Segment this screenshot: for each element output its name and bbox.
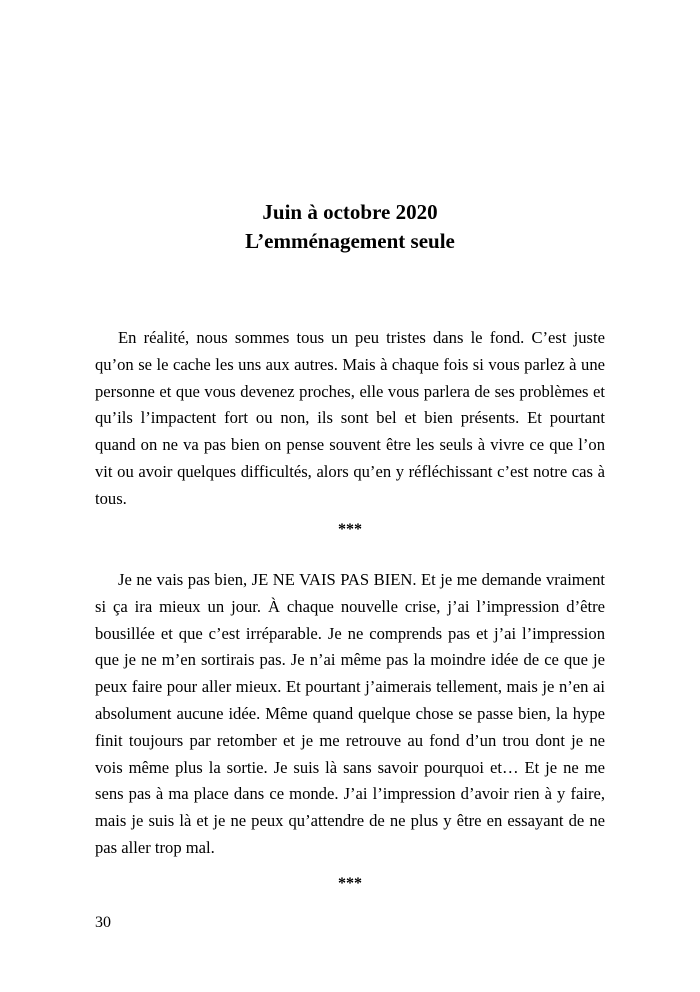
chapter-heading: [0, 198, 700, 256]
chapter-date-range: Juin à octobre 2020: [262, 200, 438, 224]
chapter-title: L’emménagement seule: [245, 229, 455, 253]
section-separator: ***: [338, 521, 362, 538]
section-separator: ***: [338, 875, 362, 892]
page-number: 30: [95, 914, 111, 931]
paragraph: Je ne vais pas bien, JE NE VAIS PAS BIEN. Et je me demande vraiment si ça ira mieux un jour. À chaque nouvelle crise, j’ai l’impression d’être bousillée et que c’est irréparable. Je ne comprends pas et j’ai l’impression que je ne m’en sortirais pas. Je n’ai même pas la moindre idée de ce que je peux faire pour aller mieux. Et pourtant j’aimerais tellement, mais je n’en ai absolument aucune idée. Même quand quelque chose se passe bien, la hype finit toujours par retomber et je me retrouve au fond d’un trou dont je ne vois même plus la sortie. Je suis là sans savoir pourquoi et… Et je ne me sens pas à ma place dans ce monde. J’ai l’impression d’avoir rien à y faire, mais je suis là et je ne peux qu’attendre de ne plus y être en essayant de ne pas aller trop mal.: [95, 570, 605, 857]
paragraph-block: [95, 325, 605, 513]
paragraph-block: [95, 567, 605, 862]
paragraph: En réalité, nous sommes tous un peu tristes dans le fond. C’est juste qu’on se le cache les uns aux autres. Mais à chaque fois si vous parlez à une personne et que vous devenez proches, elle vous parlera de ses problèmes et qu’ils l’impactent fort ou non, ils sont bel et bien présents. Et pourtant quand on ne va pas bien on pense souvent être les seuls à vivre ce que l’on vit ou avoir quelques difficultés, alors qu’en y réfléchissant c’est notre cas à tous.: [95, 328, 605, 508]
